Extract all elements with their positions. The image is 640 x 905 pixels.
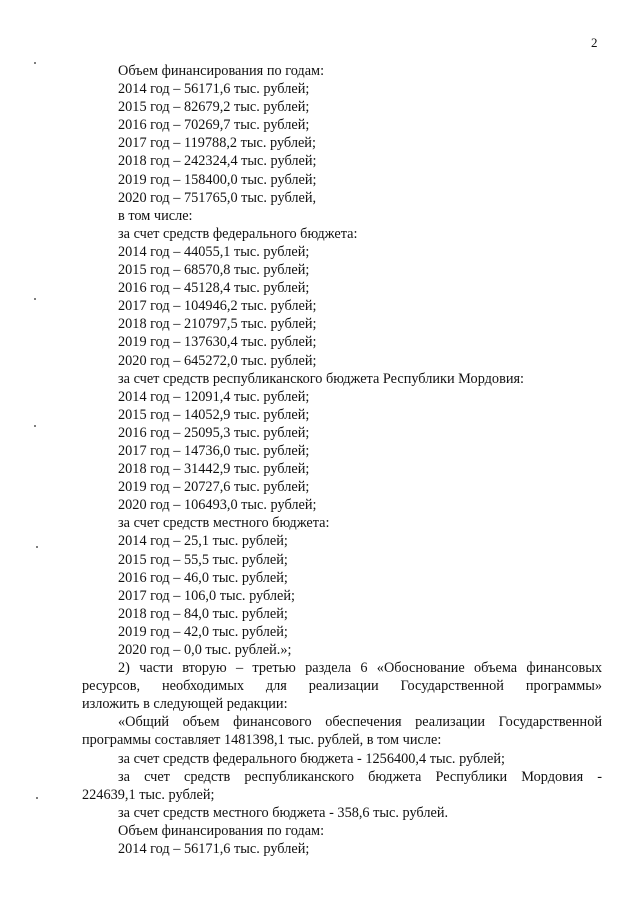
funding-total-2019: 2019 год – 158400,0 тыс. рублей; <box>118 171 317 188</box>
republican-2020: 2020 год – 106493,0 тыс. рублей; <box>118 497 317 514</box>
federal-2020: 2020 год – 645272,0 тыс. рублей; <box>118 352 317 369</box>
local-2015: 2015 год – 55,5 тыс. рублей; <box>118 551 288 568</box>
amendment-item-2-line-1: 2) части вторую – третью раздела 6 «Обоснование объема финансовых <box>118 660 602 677</box>
amendment-item-2-line-3: изложить в следующей редакции: <box>82 696 288 713</box>
funding-total-2017: 2017 год – 119788,2 тыс. рублей; <box>118 135 316 152</box>
federal-2016: 2016 год – 45128,4 тыс. рублей; <box>118 280 310 297</box>
amendment-item-2-line-2: ресурсов, необходимых для реализации Государственной программы» <box>82 678 602 695</box>
local-2017: 2017 год – 106,0 тыс. рублей; <box>118 587 296 604</box>
funding-total-2015: 2015 год – 82679,2 тыс. рублей; <box>118 99 310 116</box>
document-body <box>82 62 602 858</box>
republican-2018: 2018 год – 31442,9 тыс. рублей; <box>118 461 310 478</box>
including-label: в том числе: <box>118 207 193 224</box>
scan-speck <box>36 546 38 548</box>
republican-2016: 2016 год – 25095,3 тыс. рублей; <box>118 424 310 441</box>
federal-2018: 2018 год – 210797,5 тыс. рублей; <box>118 316 317 333</box>
scan-speck <box>34 425 36 427</box>
republican-2014: 2014 год – 12091,4 тыс. рублей; <box>118 388 310 405</box>
total-volume-line-1: «Общий объем финансового обеспечения реализации Государственной <box>118 714 602 731</box>
local-2016: 2016 год – 46,0 тыс. рублей; <box>118 569 288 586</box>
federal-2019: 2019 год – 137630,4 тыс. рублей; <box>118 334 317 351</box>
local-budget-heading: за счет средств местного бюджета: <box>118 515 330 532</box>
total-volume-line-2: программы составляет 1481398,1 тыс. рублей, в том числе: <box>82 732 442 749</box>
funding-total-2014: 2014 год – 56171,6 тыс. рублей; <box>118 81 310 98</box>
federal-2017: 2017 год – 104946,2 тыс. рублей; <box>118 298 317 315</box>
page-number: 2 <box>591 35 598 50</box>
republican-total-line-2: 224639,1 тыс. рублей; <box>82 786 215 803</box>
federal-budget-heading: за счет средств федерального бюджета: <box>118 225 358 242</box>
local-total: за счет средств местного бюджета - 358,6 тыс. рублей. <box>118 804 449 821</box>
republican-budget-heading: за счет средств республиканского бюджета Республики Мордовия: <box>118 370 525 387</box>
scan-speck <box>34 62 36 64</box>
federal-2014: 2014 год – 44055,1 тыс. рублей; <box>118 243 310 260</box>
funding-total-2014-repeat: 2014 год – 56171,6 тыс. рублей; <box>118 841 310 858</box>
local-2019: 2019 год – 42,0 тыс. рублей; <box>118 623 288 640</box>
federal-total: за счет средств федерального бюджета - 1256400,4 тыс. рублей; <box>118 750 506 767</box>
republican-2017: 2017 год – 14736,0 тыс. рублей; <box>118 442 310 459</box>
local-2014: 2014 год – 25,1 тыс. рублей; <box>118 533 288 550</box>
funding-by-year-heading-2: Объем финансирования по годам: <box>118 822 325 839</box>
funding-by-year-heading: Объем финансирования по годам: <box>118 63 325 79</box>
funding-total-2016: 2016 год – 70269,7 тыс. рублей; <box>118 117 310 134</box>
scan-speck <box>34 298 36 300</box>
funding-total-2020: 2020 год – 751765,0 тыс. рублей, <box>118 189 317 206</box>
republican-2019: 2019 год – 20727,6 тыс. рублей; <box>118 479 310 496</box>
local-2020: 2020 год – 0,0 тыс. рублей.»; <box>118 642 292 658</box>
scan-speck <box>36 797 38 799</box>
federal-2015: 2015 год – 68570,8 тыс. рублей; <box>118 262 310 279</box>
funding-total-2018: 2018 год – 242324,4 тыс. рублей; <box>118 153 317 170</box>
local-2018: 2018 год – 84,0 тыс. рублей; <box>118 605 288 622</box>
republican-2015: 2015 год – 14052,9 тыс. рублей; <box>118 406 310 423</box>
republican-total-line-1: за счет средств республиканского бюджета Республики Мордовия - <box>118 768 602 785</box>
